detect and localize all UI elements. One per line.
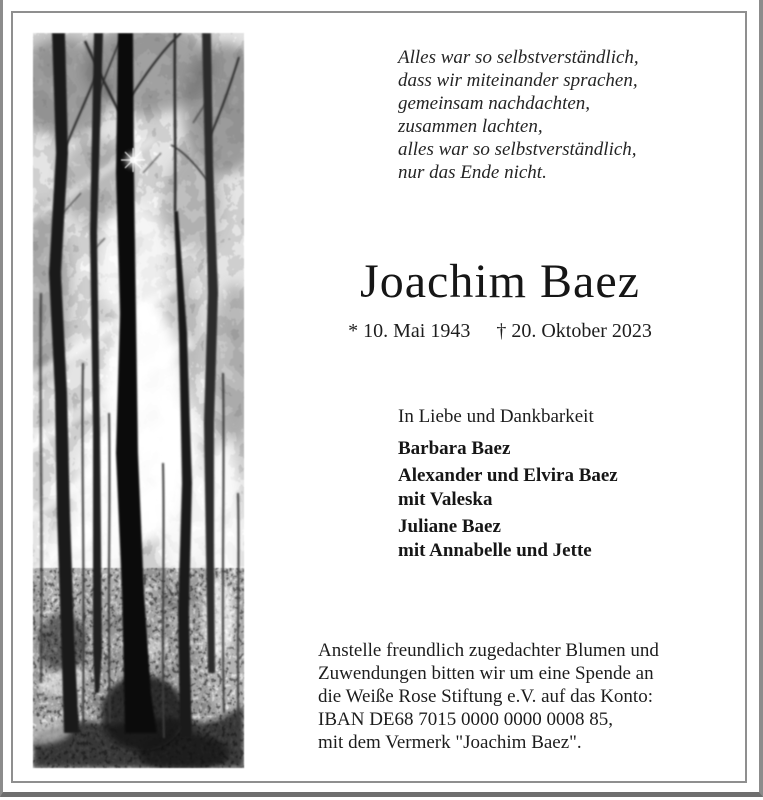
- closing-words: In Liebe und Dankbarkeit: [398, 406, 594, 427]
- birth-date: * 10. Mai 1943: [348, 320, 471, 342]
- poem-line: gemeinsam nachdachten,: [398, 93, 591, 114]
- poem-line: Alles war so selbstverständlich,: [398, 47, 639, 68]
- donation-line: mit dem Vermerk "Joachim Baez".: [318, 732, 582, 753]
- forest-sunlight-photo: [33, 33, 244, 768]
- poem-line: dass wir miteinander sprachen,: [398, 70, 638, 91]
- family-member-line: mit Valeska: [398, 489, 493, 510]
- donation-line: die Weiße Rose Stiftung e.V. auf das Konto:: [318, 686, 653, 707]
- family-group: [398, 437, 618, 461]
- donation-note: [318, 639, 659, 754]
- donation-line: Anstelle freundlich zugedachter Blumen und: [318, 640, 659, 661]
- family-member-line: mit Annabelle und Jette: [398, 540, 592, 561]
- obituary-notice-card: [11, 11, 747, 783]
- deceased-name: Joachim Baez: [360, 255, 640, 308]
- death-date: † 20. Oktober 2023: [496, 320, 652, 342]
- poem-line: zusammen lachten,: [398, 116, 543, 137]
- family-member-line: Barbara Baez: [398, 438, 511, 459]
- family-group: [398, 515, 618, 563]
- poem-line: nur das Ende nicht.: [398, 162, 547, 183]
- donation-line: IBAN DE68 7015 0000 0000 0008 85,: [318, 709, 614, 730]
- family-group: [398, 464, 618, 512]
- poem-line: alles war so selbstverständlich,: [398, 139, 637, 160]
- life-dates: [245, 319, 755, 343]
- mourning-family-list: [398, 437, 618, 563]
- memorial-poem: [398, 46, 639, 184]
- donation-line: Zuwendungen bitten wir um eine Spende an: [318, 663, 654, 684]
- family-member-line: Alexander und Elvira Baez: [398, 465, 618, 486]
- family-member-line: Juliane Baez: [398, 516, 501, 537]
- forest-photo-art: [33, 33, 244, 768]
